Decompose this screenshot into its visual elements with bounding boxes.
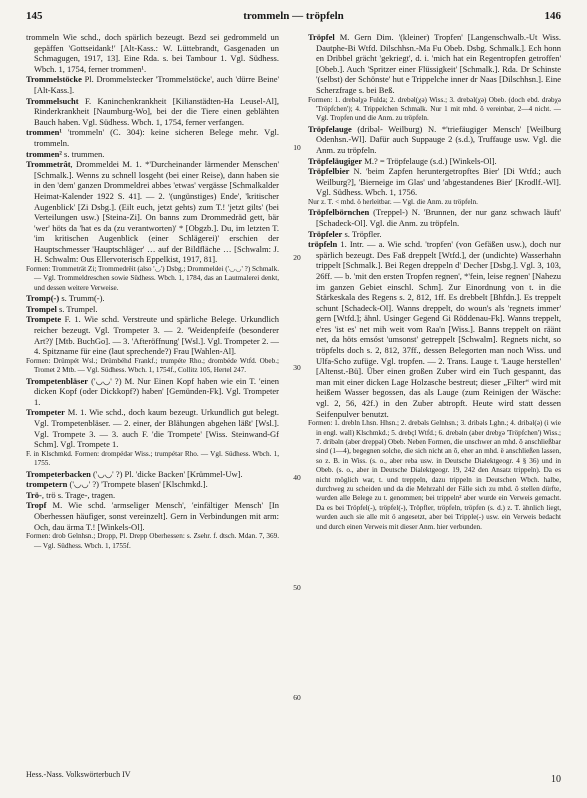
headword: Tröpfel [308, 32, 335, 42]
headword: Trommelsucht [26, 95, 79, 106]
dictionary-entry [26, 149, 279, 160]
entry-text: F. 1. Wie schd. Verstreute und spärliche Belege. Urkundlich reicher bezeugt. Vgl. Trompeter 3. — 2. 'Weidenpfeife (besonderer Art?)' [Mtb. BuchGo]. — 3. 'Afteröffnung' [Wsl.]. Vgl. Trompeter 2. — 4. Spitzname für eine (laut sprechende?) Frau [Wahlen-Al]. [34, 314, 279, 357]
entry-note [26, 357, 279, 376]
entry-text: s. Trumpel. [56, 303, 98, 314]
dictionary-entry [26, 74, 279, 95]
line-number: 10 [293, 143, 301, 152]
headword: Trommetrât [26, 159, 71, 170]
dictionary-entry [26, 96, 279, 128]
entry-text: ('◡◡' ?) M. Nur Einen Kopf haben wie ein T. 'einen dicken Kopf (oder Dickkopf?) haben' [Gemünden-Fk]. Vgl. Trompeter 1. [34, 375, 279, 407]
dictionary-entry [26, 127, 279, 148]
header-title: trommeln — tröpfeln [243, 10, 344, 22]
entry-text: Formen: 1. drebln Lhsn. Hhsn.; 2. drebəls Gelnhsn.; 3. dribəls Lghn.; 4. dribəl(ə) (i wie in engl. wall) Klschmkd.; 5. drebçl Wtfd.; 6. drebəln (aber drebχə 'Tröpfchen') Wiss.; 7. dribəln (aber dreppəl) Obeb. Neben Formen, die unschwer an mhd. ō anschließbar sind (1—4), begegnen solche, die sich nicht an ō, eher an mhd. ë anschließen lassen, so z. B. in Wiss. (s. o., aber reba usw. in Deutsche Dialektgeogr. 4 § 36) und in Obeb. (s. o., aber in Deutsche Dialektgeogr. 19, 242 den Ansatz trippeln). Da es nicht möglich war, t. und treppeln, dazu trippeln in Deutschen Wbch. halbe, durchweg zu scheiden und da die Mehrzahl der Fälle sich zu mhd. ō stellen dürfte, wurden alle Belege zu t. genommen; bei trippeln² aber wurde ein Verweis gemacht. Da es bei Tröpfel(-), tröpfel(-), Tröpfler, tröpfeln, tröpfen (s. d.) z. T. ähnlich liegt, wurden auch sie alle mit ö angesetzt, aber bei Tripple(-) usw. ein Verweis bedacht und durch einen Verweis mit dieser Anm. hier verbunden. [308, 419, 561, 531]
entry-text: 1. Intr. — a. Wie schd. 'tropfen' (von Gefäßen usw.), doch nur spärlich bezeugt. Des Faß dreppelt [Wtfd.], der (undichte) Wasserhahn trippelt [Schmalk.]. Bei Regen dreppeln d' Decher [Dsbg.]. Vgl. 3, 103, 26ff. — b. 'mit den ersten Tropfen regnen', *'fein, leise regnen' [Nahezu im ganzen Gebiet einschl. Schm]. Zur Einordnung von t. in die Stärkeskala des Regens s. 2, 812, 1ff. Es drebbelt [Bhfdn.]. Es treppelt schunt [Schadeck-Ol]. Wanns dreppelt, do woun's als 'regnets immer' gern [Wtfd.]; ähnl. Usinger Gegend Gi Röddenau-Fk]. Wanns treppelt, e'res 'ist es' net mih weit vom Raa'n [Wiss.]. Banns treppelt on räänt net, da höts emsóst 'umsonst' getreppelt [Schwalm]. Regnets nicht, so tröpfelts doch s. 2, 812, 37ff., dessen Belegorten man noch Wiss. und Ulfa-Scho zufüge. Vgl. tropfen. — 2. Trans. Lauge t. 'Lauge herstellen' [Altenst.-Bü]. Über einen großen Zuber wird ein Tuch gespannt, das man mit einer dicken Lage Holzasche bestreut; dieser „Filter“ wird mit heißem Wasser begossen, das als Lauge (zum Reinigen der Wäsche: vgl. 2, 56, 42f.) in den Zuber abtropft. Heute wird statt dessen Seifenpulver benutzt. [316, 239, 561, 419]
entry-text: ('◡◡' ?) 'Trompete blasen' [Klschmkd.]. [67, 479, 208, 490]
headword: Tromp(-) [26, 293, 60, 304]
dictionary-entry [26, 479, 279, 490]
dictionary-entry [308, 239, 561, 419]
dictionary-entry [26, 469, 279, 480]
line-number: 30 [293, 363, 301, 372]
entry-note [26, 532, 279, 551]
footer-volume: Hess.-Nass. Volkswörterbuch IV [26, 770, 131, 779]
entry-text: , trö s. Trage-, tragen. [41, 489, 116, 500]
dictionary-entry [308, 229, 561, 240]
headword: Trö- [26, 489, 42, 500]
entry-note [308, 419, 561, 532]
entry-text: s. trummen. [61, 148, 105, 159]
dictionary-entry [26, 490, 279, 501]
page-number-left: 145 [26, 10, 43, 22]
entry-text: s. Trumm(-). [59, 293, 105, 304]
entry-text: (Treppel-) N. 'Brunnen, der nur ganz schwach läuft' [Schadeck-Ol]. Vgl. die Anm. zu tröpfeln. [316, 207, 561, 228]
dictionary-entry [308, 156, 561, 167]
line-number: 20 [293, 253, 301, 262]
entry-text: M. Gern Dim. '(kleiner) Tropfen' [Langenschwalb.-Ut Wiss. Dautphe-Bi Wtfd. Dilschhsn.-Ma Fu Obeb. Dsbg. Schmalk.]. Ech honn en Dribbel grächt 'gekriegt', d. i. 'mich hat ein Regentropfen getroffen' [Obeb.]. Auch 'Spritzer einer Flüssigkeit' [Schmalk.]. Rda. Dr Schinste '(selbst) der Schönste' hut e Trippelche inner dr Naas [Dilschhsn.]. Eine Scherzfrage s. bei Beß. [316, 32, 561, 95]
headword: Trompel [26, 303, 57, 314]
headword: trompetern [26, 479, 68, 490]
entry-text: ('◡◡' ?) Pl. 'dicke Backen' [Krümmel-Uw]. [90, 468, 243, 479]
headword: Trommelstöcke [26, 74, 82, 85]
headword: tröpfeln [308, 239, 338, 250]
dictionary-entry [308, 124, 561, 156]
entry-text: 'trommeln' (C. 304): keine sicheren Belege mehr. Vgl. trommeln. [34, 127, 279, 148]
entry-text: (dribəl- Weilburg) N. *'triefäugiger Mensch' [Weilburg Odenhsn.-Wl]. Dafür auch Suppauge 2 (s.d.), Truffauge usw. Vgl. die Anm. zu tröpfeln. [316, 123, 561, 155]
dictionary-entry [26, 314, 279, 356]
headword: Tröpfelbier [308, 166, 350, 177]
dictionary-entry [26, 304, 279, 315]
headword: Tröpfelauge [308, 123, 352, 134]
entry-text: Nur z. T. < mhd. ö herleitbar. — Vgl. die Anm. zu tröpfeln. [308, 197, 478, 206]
page-number-right: 146 [544, 10, 561, 22]
headword: Trompetenbläser [26, 375, 89, 386]
dictionary-entry [26, 159, 279, 265]
dictionary-entry [308, 207, 561, 228]
dictionary-entry [26, 32, 279, 74]
line-number: 60 [293, 693, 301, 702]
right-column [308, 32, 561, 758]
dictionary-entry [26, 500, 279, 532]
entry-text: Formen: Drümpét Wsl.; Drümbéhd Frankf.; trumpéte Rho.; drombéde Wtfd. Obeb.; Tromet 2 Mtb. — Vgl. Südhess. Wbch. 1, 1754f., Collitz 105, Hertel 247. [26, 356, 279, 375]
dictionary-entry [308, 32, 561, 96]
headword: Trompeter [26, 407, 65, 418]
entry-text: N. 'beim Zapfen heruntergetropftes Bier' [Di Wtfd.; auch Weilburg?], 'Bierneige im Glas' und 'abgestandenes Bier' [Krodlf.-Wl]. Vgl. Südhess. Wbch. 1, 1756. [316, 166, 561, 198]
headword: trommen² [26, 148, 62, 159]
headword: Tropf [26, 500, 47, 511]
entry-note [308, 198, 561, 207]
line-number: 50 [293, 583, 301, 592]
entry-text: s. Tröpfler. [342, 228, 382, 239]
entry-text: Formen: Trommeträt Zi; Trommedrëit (also '◡') Dsbg.; Drommeldei ('◡◡' ?) Schmalk. — Vgl. Trommeldreschen sowie Südhess. Wbch. 1, 1784, das an Lautmalerei denkt, und dessen weitere Verweise. [26, 265, 279, 292]
entry-text: F. in Klschmkd. Formen: drompédər Wiss.; trumpétər Rho. — Vgl. Südhess. Wbch. 1, 1755. [26, 449, 279, 468]
entry-text: M.? = Tröpfelauge (s.d.) [Winkels-Ol]. [362, 155, 497, 166]
headword: Tröpfelbörnchen [308, 207, 370, 218]
entry-text: trommeln Wie schd., doch spärlich bezeugt. Bezd sei gedrommeld un gepäffen 'Gottseidank!' [Alt-Kass.: W. Lüttebrandt, Gasgenaden un Schmagugen, 1917, 13]. Eine Rda. s. bei Tambour 1. Vgl. Südhess. Wbch. 1, 1754, ferner trommen¹. [26, 32, 279, 74]
dictionary-entry [26, 376, 279, 408]
dictionary-entry [26, 293, 279, 304]
dictionary-entry [26, 407, 279, 449]
headword: trommen¹ [26, 127, 62, 138]
headword: Trompete [26, 314, 62, 325]
entry-text: M. Wie schd. 'armseliger Mensch', 'einfältiger Mensch' [In Oberhessen häufiger, sonst vereinzelt]. Gern in Verbindungen mit arm: Och, dau ärma T.! [Winkels-Ol]. [34, 500, 279, 532]
dictionary-entry [308, 166, 561, 198]
entry-text: F. Kaninchenkrankheit [Kilianstädten-Ha Leusel-Al], Rinderkrankheit [Naumburg-Wo], bei der die Tiere einen geblähten Bauch haben. Vgl. Südhess. Wbch. 1, 1754, ferner verfangen. [34, 95, 279, 127]
left-column [26, 32, 279, 758]
entry-text: Formen: drob Gelnhsn.; Dropp, Pl. Drepp Oberhessen: s. Zsehr. f. dtsch. Mdan. 7, 369. — Vgl. Südhess. Wbch. 1, 1755f. [26, 532, 279, 550]
headword: Trompeterbacken [26, 468, 91, 479]
entry-text: M. 1. Wie schd., doch kaum bezeugt. Urkundlich gut belegt. Vgl. Trompetenbläser. — 2. einer, der Blähungen abgehen läßt' [Wsl.]. Vgl. Trompete 3. — 3. auch F. 'die Trompete' [Wiss. Steinwand-Gf Schm]. Vgl. Trompete 1. [34, 407, 279, 450]
entry-text: , Drommeldei M. 1. *'Durcheinander lärmender Menschen' [Schmalk.]. Wenns zu schnell losgeht (bei einer Reise), dann haben sie in den 'dem' ganzen Drommeldrei abbes 'etwas' vergässe [Schmalkalder Heimat-Kalender 1922 S. 41]. — 2. '(ungünstiges) Ende', 'kritischer Augenblick' [Zi Dsbg.]. (Eilt euch, jetzt gehts) zum T.! 'jetzt gilts' (bei Verteilungen usw.) [Steina-Zi]. On banns zum Drommedräd gett, bär 'wer' höts da 'hat es da (zu verantworten)' * [Obgzb.]. Du, im letzten T. 'im kritischen Augenblick (einer Schlägerei)' erschien der Hauptschmesser 'Hauptschläger' … auf der Bildfläche … [Schwalm: J. H. Schwalm: Ous Ellervoterisch Eppelkist, 1917, 81]. [34, 159, 279, 265]
entry-text: Formen: 1. drebəlχə Fulda; 2. drebəl(χə) Wiss.; 3. drebəl(χə) Obeb. (doch ebd. drəbχə 'Tröpfchen'); 4. Trippelchen Schmalk. Nur 1 mit mhd. ō vereinbar, 2—4 nicht. — Vgl. Tropfen und die Anm. zu tröpfeln. [308, 95, 561, 123]
entry-text: Pl. Drommelstecker 'Trommelstöcke', auch 'dürre Beine' [Alt-Kass.]. [34, 74, 279, 95]
entry-note [26, 450, 279, 469]
entry-note [308, 96, 561, 124]
entry-note [26, 265, 279, 293]
headword: Tröpfeläugiger [308, 155, 363, 166]
footer-signature: 10 [551, 774, 561, 785]
headword: Tröpfeler [308, 228, 343, 239]
running-header [26, 10, 561, 24]
line-number: 40 [293, 473, 301, 482]
